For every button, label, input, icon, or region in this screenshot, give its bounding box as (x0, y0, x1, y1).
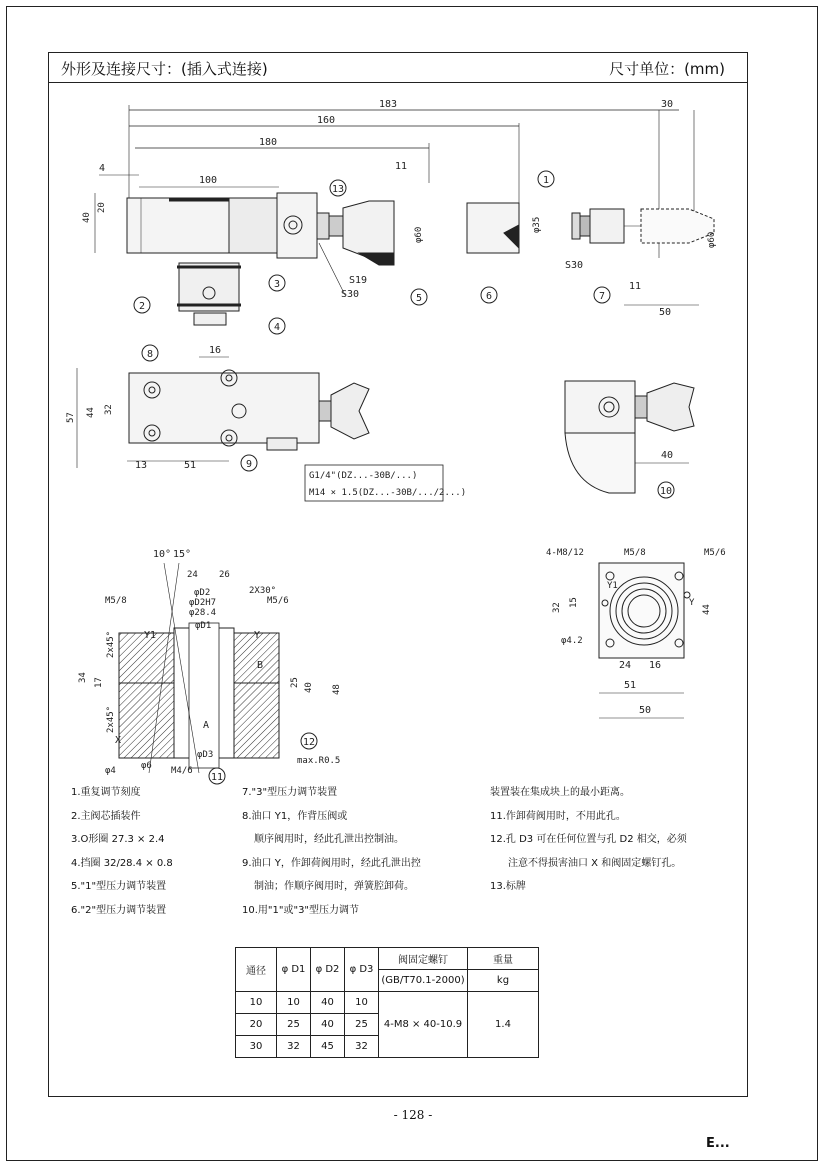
th-d3: φ D3 (345, 948, 379, 992)
spec-table (235, 947, 539, 1058)
dim-180: 180 (259, 137, 278, 148)
dim-dd3: φ28.4 (189, 608, 217, 618)
note-item: 10.用"1"或"3"型压力调节 (242, 904, 360, 916)
th-screw: 阀固定螺钉 (379, 948, 468, 970)
callout-8: 8 (147, 349, 154, 360)
header-bar (49, 53, 747, 83)
label-y1: Y1 (144, 630, 157, 641)
dim-30: 30 (661, 99, 674, 110)
th-screw-std: (GB/T70.1-2000) (379, 970, 468, 992)
dim-24a: 24 (619, 660, 632, 671)
dim-25: 25 (290, 677, 300, 688)
thread-note-1: G1/4"(DZ...-30B/...) (309, 471, 418, 481)
dim-51b: 51 (624, 680, 637, 691)
thread-note-2: M14 × 1.5(DZ...-30B/.../2...) (309, 488, 467, 498)
dim-m5d: M5/6 (267, 596, 289, 606)
callout-11: 11 (211, 772, 224, 783)
mounting-distance-view (565, 381, 694, 498)
cell-d2: 40 (311, 992, 345, 1014)
dim-51a: 51 (184, 460, 197, 471)
dim-44a: 44 (86, 407, 96, 418)
dim-r05: max.R0.5 (297, 756, 341, 766)
notes-column-2 (242, 781, 421, 922)
dim-16a: 16 (209, 345, 222, 356)
callout-5: 5 (416, 293, 423, 304)
cell-d1: 10 (277, 992, 311, 1014)
cell-weight: 1.4 (468, 992, 539, 1058)
dim-phi42: φ4.2 (561, 636, 583, 646)
dim-48: 48 (332, 684, 342, 695)
note-item: 12.孔 D3 可在任何位置与孔 D2 相交，必须 (490, 834, 687, 845)
dim-13: 13 (135, 460, 148, 471)
th-d1: φ D1 (277, 948, 311, 992)
dim-m8: 4-M8/12 (546, 548, 584, 558)
label-y-face: Y (689, 598, 695, 608)
th-weight: 重量 (468, 948, 539, 970)
callout-13: 13 (332, 184, 345, 195)
dim-26: 26 (219, 570, 230, 580)
note-item: 7."3"型压力调节装置 (242, 787, 338, 798)
cell-d2: 45 (311, 1036, 345, 1058)
dim-40: 40 (82, 212, 92, 223)
dim-s19: S19 (349, 275, 368, 286)
th-d2: φ D2 (311, 948, 345, 992)
dim-s30b: S30 (565, 260, 584, 271)
note-item: 4.挡圈 32/28.4 × 0.8 (71, 857, 173, 869)
label-y1-face: Y1 (607, 581, 618, 591)
dim-dd2h: φD2H7 (189, 598, 217, 608)
note-item: 3.O形圈 27.3 × 2.4 (71, 834, 165, 845)
notes-column-3 (490, 781, 687, 899)
th-size: 通径 (236, 948, 277, 992)
catalog-frame (48, 52, 748, 1097)
page-title: 外形及连接尺寸：(插入式连接) (61, 60, 268, 78)
page-number: - 128 - (393, 1108, 433, 1122)
dim-dd2: φD2 (194, 588, 211, 598)
callout-9: 9 (246, 459, 253, 470)
dim-32b: 32 (552, 602, 562, 613)
dim-phi60-a: φ60 (414, 226, 424, 243)
label-a: A (203, 720, 210, 731)
note-item: 2.主阀芯插装件 (71, 810, 141, 822)
note-item: 注意不得损害油口 X 和阀固定螺钉孔。 (508, 857, 682, 869)
dim-24b: 24 (187, 570, 198, 580)
note-item: 9.油口 Y，作卸荷阀用时，经此孔泄出控 (242, 857, 421, 869)
label-x: X (115, 735, 122, 746)
callout-10: 10 (660, 486, 673, 497)
cavity-section (78, 549, 342, 784)
dim-2x30: 2X30° (249, 586, 277, 596)
cell-d3: 32 (345, 1036, 379, 1058)
dim-15: 15 (569, 597, 579, 608)
dim-17: 17 (94, 677, 104, 688)
dim-phi6: φ6 (141, 761, 152, 771)
note-item: 制油；作顺序阀用时，弹簧腔卸荷。 (254, 881, 414, 892)
dim-4: 4 (99, 163, 106, 174)
note-item: 8.油口 Y1，作背压阀或 (242, 810, 348, 822)
dim-32a: 32 (104, 404, 114, 415)
dim-a10: 10° (153, 549, 172, 560)
unit-label: 尺寸单位：(mm) (609, 60, 725, 78)
callout-7: 7 (599, 291, 606, 302)
cell-size: 10 (236, 992, 277, 1014)
note-item: 6."2"型压力调节装置 (71, 904, 167, 916)
dim-160: 160 (317, 115, 336, 126)
note-item: 顺序阀用时，经此孔泄出控制油。 (254, 834, 404, 845)
dim-34: 34 (78, 672, 88, 683)
dim-16b: 16 (649, 660, 662, 671)
cell-size: 30 (236, 1036, 277, 1058)
label-b: B (257, 660, 264, 671)
dim-40c: 40 (304, 682, 314, 693)
dim-50a: 50 (659, 307, 672, 318)
cell-size: 20 (236, 1014, 277, 1036)
cell-d3: 10 (345, 992, 379, 1014)
dim-phi60-b: φ60 (707, 231, 717, 248)
cell-d3: 25 (345, 1014, 379, 1036)
cell-d2: 40 (311, 1014, 345, 1036)
plan-view (66, 345, 466, 501)
dim-183: 183 (379, 99, 398, 110)
side-view-right (467, 203, 717, 318)
dim-20: 20 (97, 202, 107, 213)
cell-d1: 25 (277, 1014, 311, 1036)
note-item: 装置装在集成块上的最小距离。 (490, 787, 630, 798)
dim-11: 11 (395, 161, 408, 172)
dim-11b: 11 (629, 281, 642, 292)
technical-drawing (49, 83, 749, 783)
callout-1: 1 (543, 175, 550, 186)
dim-s30a: S30 (341, 289, 360, 300)
dim-2x45b: 2x45° (106, 705, 116, 733)
corner-mark: E... (706, 1136, 730, 1151)
dim-dd1: φD1 (195, 621, 212, 631)
note-item: 11.作卸荷阀用时，不用此孔。 (490, 810, 626, 822)
dim-m5c: M5/8 (105, 596, 127, 606)
dim-2x45a: 2x45° (106, 630, 116, 658)
cell-d1: 32 (277, 1036, 311, 1058)
dim-phi4: φ4 (105, 766, 116, 776)
callout-3: 3 (274, 279, 281, 290)
dim-40b: 40 (661, 450, 674, 461)
dim-a15: 15° (173, 549, 192, 560)
dim-dd3b: φD3 (197, 750, 214, 760)
dim-44b: 44 (702, 604, 712, 615)
note-item: 13.标牌 (490, 881, 526, 892)
dim-57: 57 (66, 412, 76, 423)
notes-column-1 (71, 781, 173, 922)
mounting-face (546, 548, 726, 718)
th-weight-unit: kg (468, 970, 539, 992)
dim-phi35: φ35 (532, 216, 542, 233)
dim-m5a: M5/8 (624, 548, 646, 558)
callout-4: 4 (274, 322, 281, 333)
note-item: 1.重复调节刻度 (71, 787, 141, 798)
table-row (236, 992, 539, 1014)
dim-100: 100 (199, 175, 218, 186)
dim-50b: 50 (639, 705, 652, 716)
dim-m4: M4/6 (171, 766, 193, 776)
cell-screw: 4-M8 × 40-10.9 (379, 992, 468, 1058)
callout-6: 6 (486, 291, 493, 302)
callout-2: 2 (139, 301, 146, 312)
dim-m5b: M5/6 (704, 548, 726, 558)
callout-12: 12 (303, 737, 316, 748)
note-item: 5."1"型压力调节装置 (71, 881, 167, 892)
label-y: Y (254, 630, 261, 641)
